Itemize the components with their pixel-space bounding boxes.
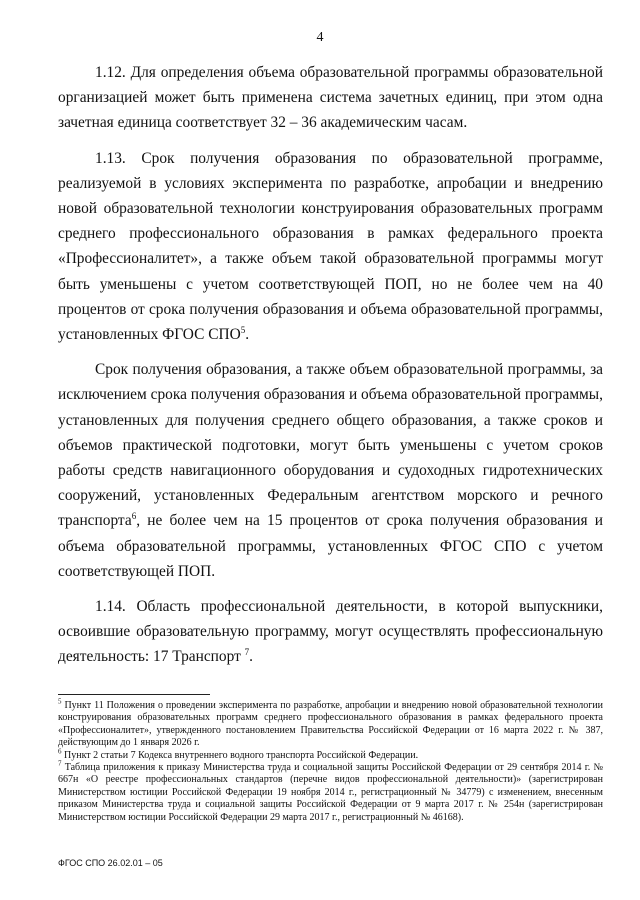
footnote-7 [58, 759, 603, 824]
paragraph-1-13-text: 1.13. Срок получения образования по образовательной программе, реализуемой в условиях эксперимента по разработке, апробации и внедрению новой образовательной технологии конструирования образовательных программ среднего профессионального образования в рамках федерального проекта «Профессионалитет», а также объем такой образовательной программы могут быть уменьшены с учетом соответствующей ПОП, но не более чем на 40 процентов от срока получения образования и объема образовательной программы, установленных ФГОС СПО [58, 149, 603, 344]
footnote-text: Пункт 11 Положения о проведении эксперимента по разработке, апробации и внедрению новой образовательной технологии конструирования образовательных программ среднего профессионального образования в рамках федерального проекта «Профессионалитет», утвержденного постановлением Правительства Российской Федерации от 16 марта 2022 г. № 387, действующим до 1 января 2026 г. [58, 700, 603, 749]
paragraph-1-12: 1.12. Для определения объема образовательной программы образовательной организацией может быть применена система зачетных единиц, при этом одна зачетная единица соответствует 32 – 36 академическим часам. [58, 64, 603, 132]
page-number: 4 [316, 30, 324, 45]
paragraph-term-reduction-text-a: Срок получения образования, а также объем образовательной программы, за исключением срока получения образования и объема образовательной программы, установленных для получения среднего общего образования, а также сроков и объемов практической подготовки, могут быть уменьшены с учетом сроков работы средств навигационного оборудования и судоходных гидротехнических сооружений, установленных Федеральным агентством морского и речного транспорта [58, 361, 603, 530]
footnote-5 [58, 697, 603, 750]
footnote-text: Пункт 2 статьи 7 Кодекса внутреннего водного транспорта Российской Федерации. [61, 749, 419, 761]
paragraph-1-14-end: . [249, 648, 254, 666]
footnote-6 [58, 747, 603, 762]
footnote-divider [58, 694, 210, 695]
footnote-ref-6: 6 [131, 511, 137, 522]
paragraph-term-reduction [58, 357, 603, 584]
footnotes [58, 697, 603, 824]
main-text [58, 60, 603, 670]
document-footer: ФГОС СПО 26.02.01 – 05 [58, 858, 163, 868]
paragraph-1-13-end: . [245, 326, 250, 344]
paragraph-1-13 [58, 146, 603, 348]
footnote-ref-7: 7 [244, 647, 250, 658]
footnote-mark: 5 [58, 697, 62, 706]
paragraph-1-14-text: 1.14. Область профессиональной деятельности, в которой выпускники, освоившие образовательную программу, могут осуществлять профессиональную деятельность: 17 Транспорт [58, 598, 603, 666]
footnote-mark: 7 [58, 759, 62, 768]
footnote-text: Таблица приложения к приказу Министерства труда и социальной защиты Российской Федерации от 29 сентября 2014 г. № 667н «О реестре профессиональных стандартов (перечне видов профессиональной деятельности)» (зарегистрирован Министерством юстиции Российской Федерации 19 ноября 2014 г., регистрационный № 34779) с изменением, внесенным приказом Министерства труда и социальной защиты Российской Федерации от 9 марта 2017 г. № 254н (зарегистрирован Министерством юстиции Российской Федерации 29 марта 2017 г., регистрационный № 46168). [58, 762, 603, 823]
footnote-mark: 6 [58, 747, 62, 756]
footnote-ref-5: 5 [240, 324, 246, 335]
paragraph-term-reduction-text-b: , не более чем на 15 процентов от срока получения образования и объема образовательной программы, установленных ФГОС СПО с учетом соответствующей ПОП. [58, 512, 603, 580]
paragraph-1-14 [58, 594, 603, 670]
